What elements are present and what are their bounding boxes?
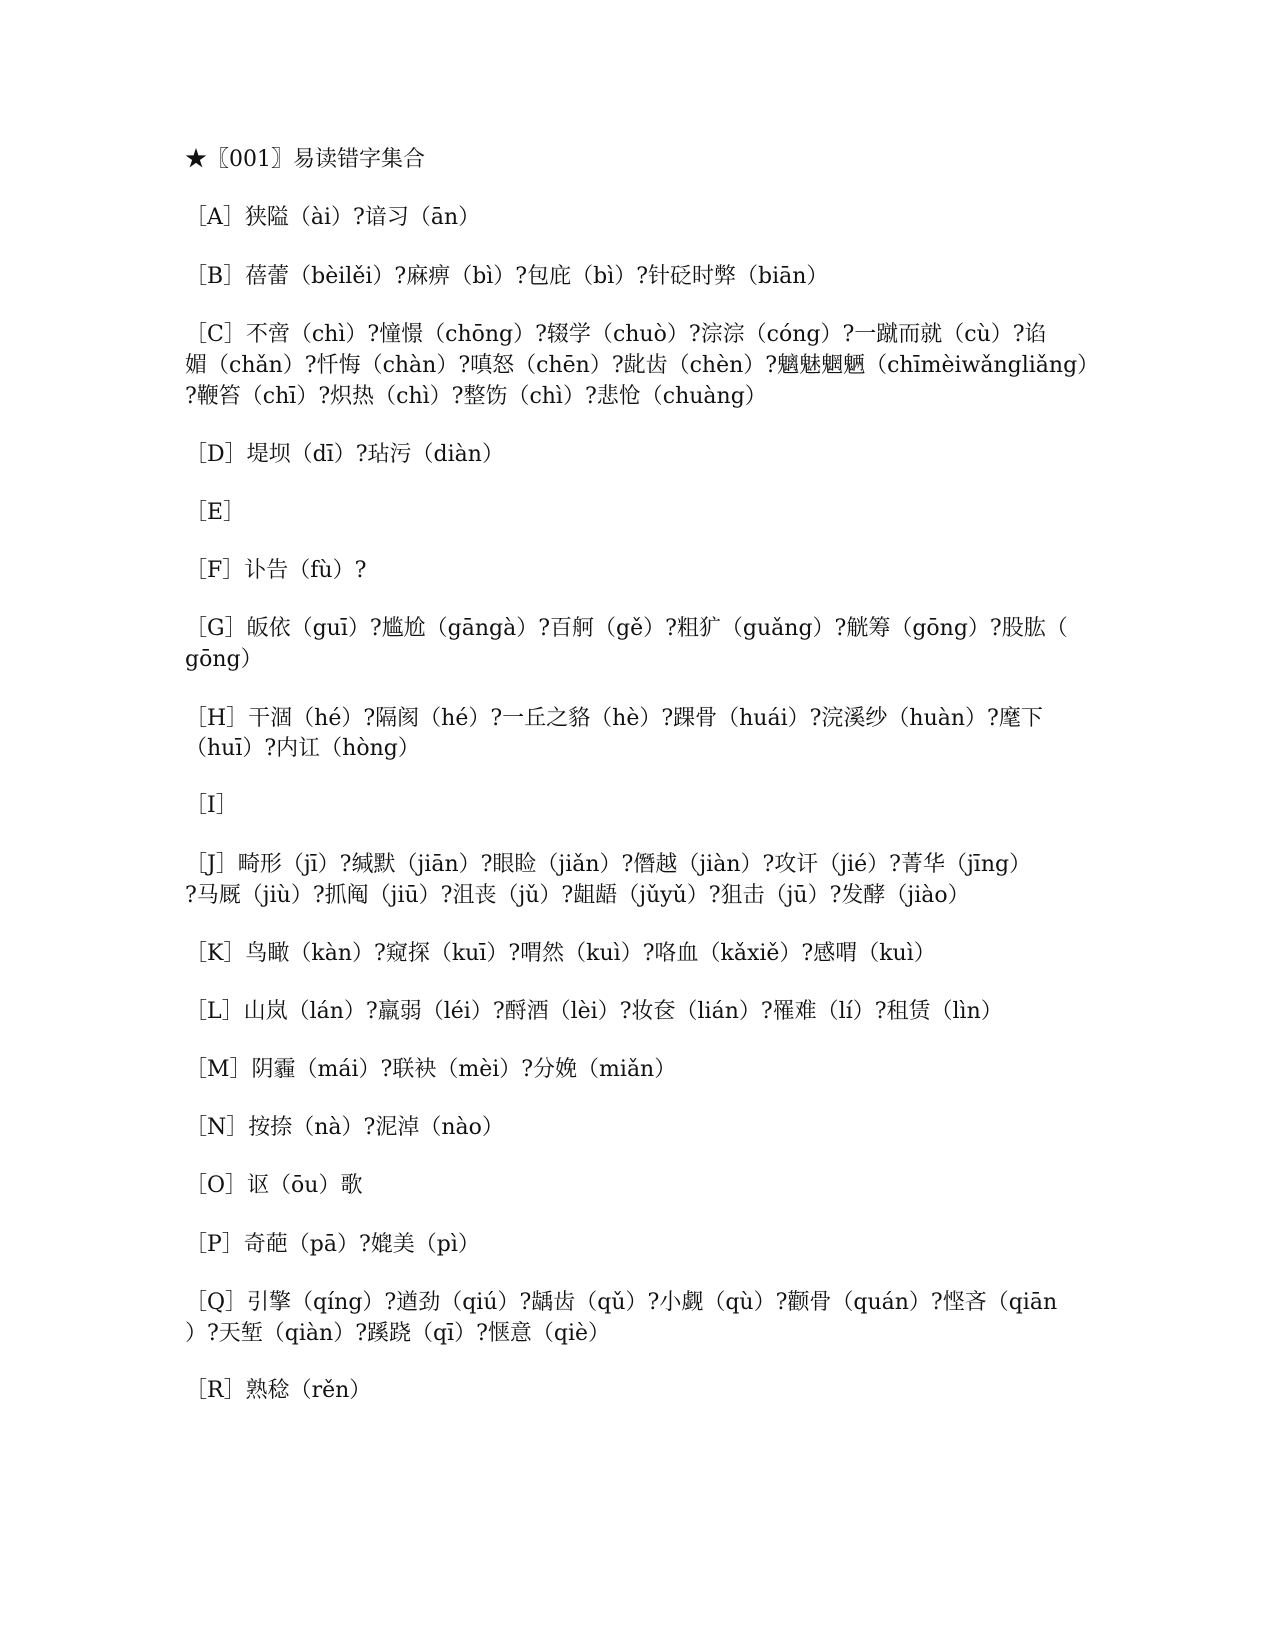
section-l-line-1: ［L］山岚（lán）?羸弱（léi）?酹酒（lèi）?妆奁（lián）?罹难（lí）?租赁（lìn） <box>185 999 1003 1024</box>
section-q-line-1: ［Q］引擎（qíng）?遒劲（qiú）?龋齿（qǔ）?小觑（qù）?颧骨（quán）?悭吝（qiān <box>185 1290 1058 1315</box>
section-f-line-1: ［F］讣告（fù）? <box>185 558 367 583</box>
section-o-line-1: ［O］讴（ōu）歌 <box>185 1173 363 1198</box>
section-h-line-2: （huī）?内讧（hòng） <box>185 736 420 761</box>
section-g-line-2: gōng） <box>185 647 263 672</box>
section-d-line-1: ［D］堤坝（dī）?玷污（diàn） <box>185 442 504 467</box>
section-p-line-1: ［P］奇葩（pā）?媲美（pì） <box>185 1232 480 1257</box>
section-j-line-1: ［J］畸形（jī）?缄默（jiān）?眼睑（jiǎn）?僭越（jiàn）?攻讦（jié）?菁华（jīng） <box>185 852 1032 877</box>
section-e-line-1: ［E］ <box>185 500 246 525</box>
section-r-line-1: ［R］熟稔（rěn） <box>185 1378 372 1403</box>
section-i-line-1: ［I］ <box>185 793 238 818</box>
section-j-line-2: ?马厩（jiù）?抓阄（jiū）?沮丧（jǔ）?龃龉（jǔyǔ）?狙击（jū）?发酵（jiào） <box>185 883 970 908</box>
section-q-line-2: ）?天堑（qiàn）?蹊跷（qī）?惬意（qiè） <box>185 1321 611 1346</box>
section-k-line-1: ［K］鸟瞰（kàn）?窥探（kuī）?喟然（kuì）?咯血（kǎxiě）?感喟（kuì） <box>185 941 936 966</box>
section-n-line-1: ［N］按捺（nà）?泥淖（nào） <box>185 1115 504 1140</box>
section-c-line-1: ［C］不啻（chì）?憧憬（chōng）?辍学（chuò）?淙淙（cóng）?一蹴而就（cù）?谄 <box>185 322 1047 347</box>
section-g-line-1: ［G］皈依（guī）?尴尬（gāngà）?百舸（gě）?粗犷（guǎng）?觥筹（gōng）?股肱（ <box>185 616 1068 641</box>
section-c-line-2: 媚（chǎn）?忏悔（chàn）?嗔怒（chēn）?龀齿（chèn）?魑魅魍魉（chīmèiwǎngliǎng） <box>185 353 1100 378</box>
document-title: ★〖001〗易读错字集合 <box>185 147 425 172</box>
section-c-line-3: ?鞭笞（chī）?炽热（chì）?整饬（chì）?悲怆（chuàng） <box>185 384 767 409</box>
section-h-line-1: ［H］干涸（hé）?隔阂（hé）?一丘之貉（hè）?踝骨（huái）?浣溪纱（huàn）?麾下 <box>185 706 1043 731</box>
section-m-line-1: ［M］阴霾（mái）?联袂（mèi）?分娩（miǎn） <box>185 1057 677 1082</box>
section-b-line-1: ［B］蓓蕾（bèilěi）?麻痹（bì）?包庇（bì）?针砭时弊（biān） <box>185 264 829 289</box>
section-a-line-1: ［A］狭隘（ài）?谙习（ān） <box>185 205 481 230</box>
